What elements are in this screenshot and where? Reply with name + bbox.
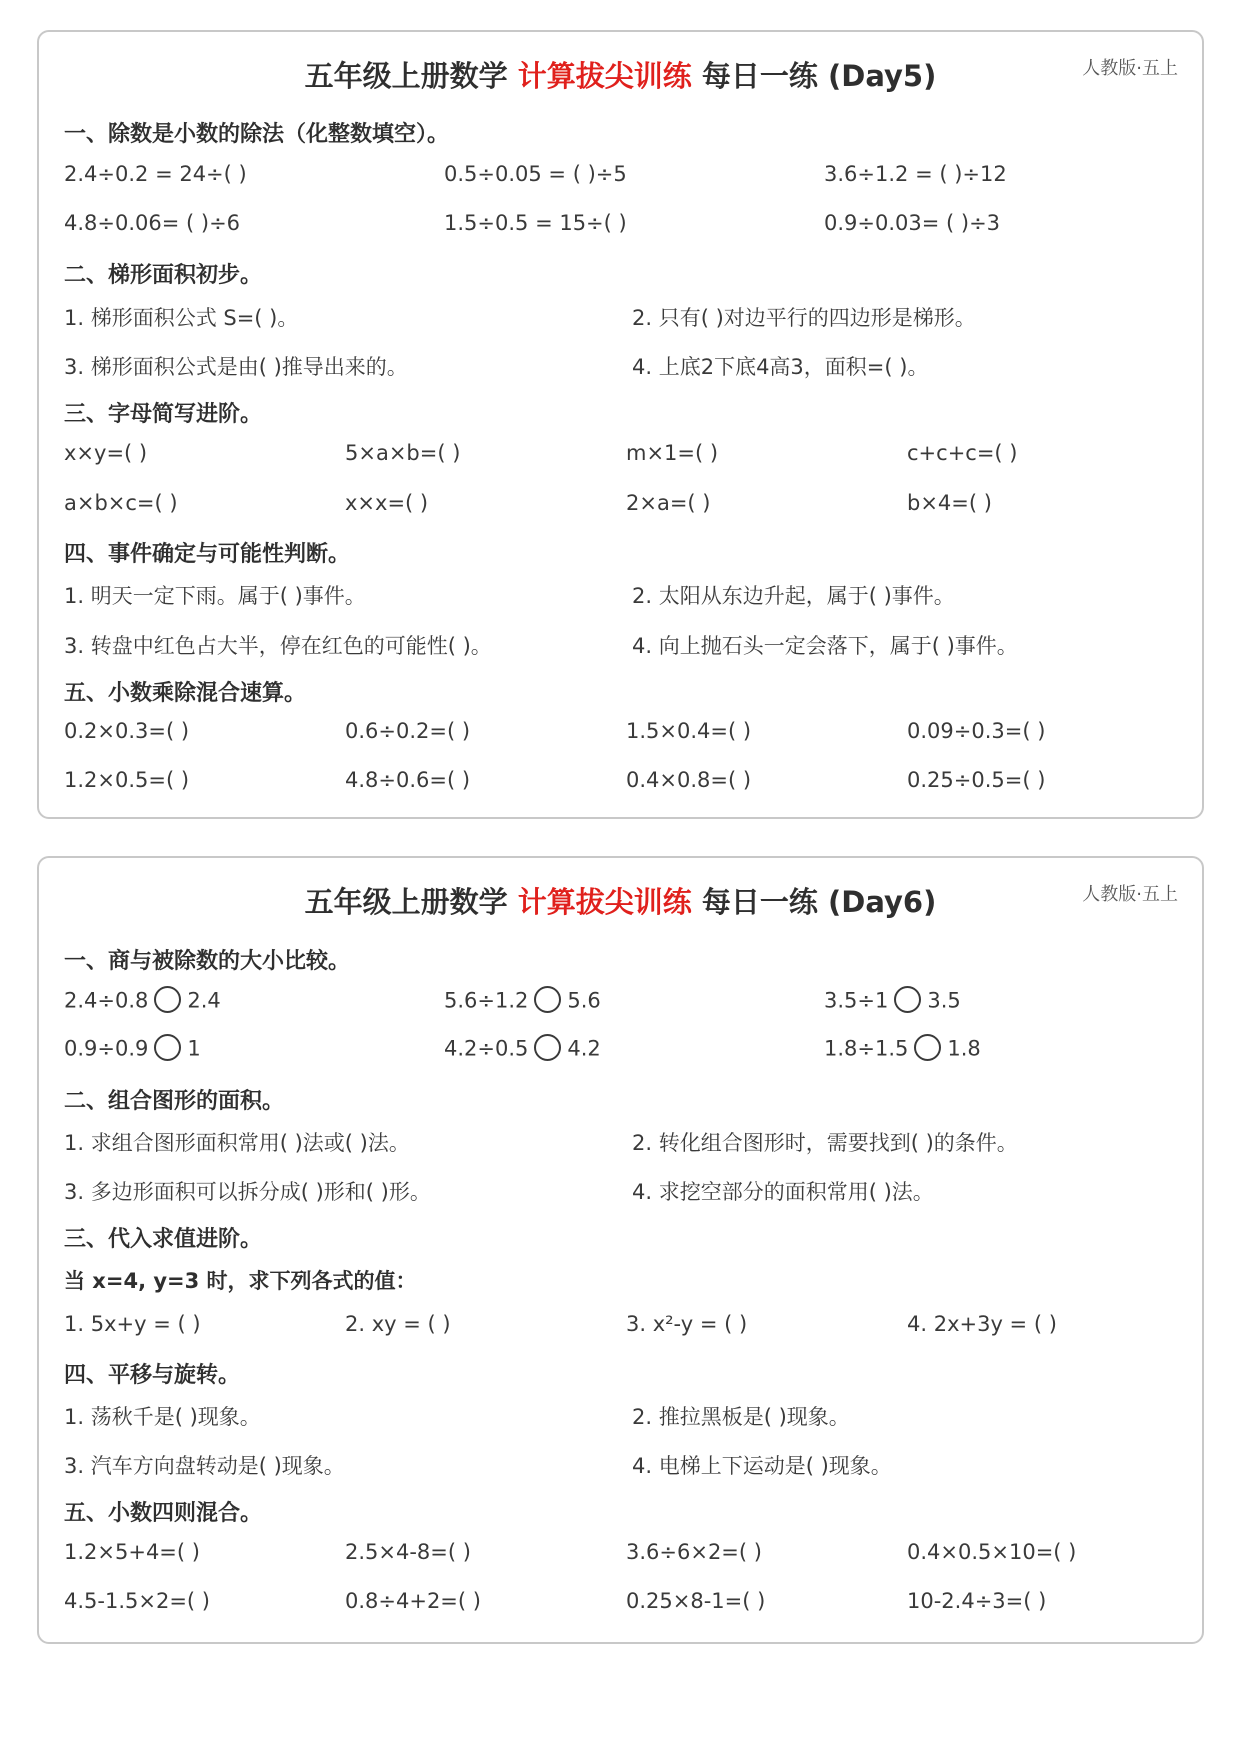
section-heading: 二、梯形面积初步。 [64, 263, 263, 288]
comparison-item [444, 988, 601, 1015]
exercise-item: 10-2.4÷3=( ) [907, 1589, 1047, 1613]
title-prefix: 五年级上册数学 [304, 59, 508, 93]
compare-circle-blank[interactable] [534, 1034, 561, 1061]
section-heading: 三、代入求值进阶。 [64, 1227, 263, 1252]
exercise-item: 2.4÷0.2 = 24÷( ) [64, 162, 247, 186]
comparison-item [64, 1036, 201, 1063]
exercise-item: a×b×c=( ) [64, 491, 178, 515]
exercise-item: 4.8÷0.06= ( )÷6 [64, 211, 241, 235]
exercise-item: 0.5÷0.05 = ( )÷5 [444, 162, 627, 186]
worksheet-card-day5 [37, 30, 1204, 819]
edition-label: 人教版·五上 [1082, 58, 1178, 79]
comparison-right: 2.4 [187, 988, 221, 1013]
exercise-item: 0.6÷0.2=( ) [345, 719, 471, 743]
substitution-note: 当 x=4, y=3 时，求下列各式的值： [64, 1269, 417, 1293]
exercise-item: 1.5÷0.5 = 15÷( ) [444, 211, 627, 235]
exercise-item: 3.6÷1.2 = ( )÷12 [824, 162, 1007, 186]
comparison-left: 3.5÷1 [824, 988, 889, 1013]
comparison-item [444, 1036, 601, 1063]
exercise-item: x×y=( ) [64, 441, 148, 465]
exercise-item: 0.2×0.3=( ) [64, 719, 190, 743]
worksheet-title [39, 880, 1202, 921]
section-heading: 二、组合图形的面积。 [64, 1089, 285, 1114]
exercise-item: 0.25×8-1=( ) [626, 1589, 766, 1613]
exercise-item: 5×a×b=( ) [345, 441, 461, 465]
exercise-item: 3. 转盘中红色占大半，停在红色的可能性( )。 [64, 634, 492, 658]
title-prefix: 五年级上册数学 [304, 885, 508, 919]
section-heading: 四、平移与旋转。 [64, 1363, 241, 1388]
compare-circle-blank[interactable] [914, 1034, 941, 1061]
title-highlight: 计算拔尖训练 [517, 59, 692, 93]
comparison-item [824, 988, 961, 1015]
exercise-item: 4.5-1.5×2=( ) [64, 1589, 210, 1613]
exercise-item: x×x=( ) [345, 491, 429, 515]
worksheet-card-day6 [37, 856, 1204, 1644]
section-heading: 一、商与被除数的大小比较。 [64, 949, 351, 974]
exercise-item: 0.4×0.8=( ) [626, 768, 752, 792]
exercise-item: 3. 多边形面积可以拆分成( )形和( )形。 [64, 1180, 431, 1204]
comparison-left: 0.9÷0.9 [64, 1036, 149, 1061]
comparison-right: 5.6 [567, 988, 601, 1013]
exercise-item: 2×a=( ) [626, 491, 711, 515]
exercise-item: 1. 明天一定下雨。属于( )事件。 [64, 584, 366, 608]
exercise-item: 1.2×0.5=( ) [64, 768, 190, 792]
exercise-item: 4. 向上抛石头一定会落下，属于( )事件。 [632, 634, 1018, 658]
exercise-item: 1.2×5+4=( ) [64, 1540, 200, 1564]
exercise-item: 4. 2x+3y = ( ) [907, 1312, 1057, 1336]
section-heading: 三、字母简写进阶。 [64, 402, 263, 427]
exercise-item: 3. 梯形面积公式是由( )推导出来的。 [64, 355, 408, 379]
exercise-item: 0.25÷0.5=( ) [907, 768, 1046, 792]
exercise-item: 1. 荡秋千是( )现象。 [64, 1405, 261, 1429]
exercise-item: 3.6÷6×2=( ) [626, 1540, 762, 1564]
exercise-item: b×4=( ) [907, 491, 992, 515]
title-highlight: 计算拔尖训练 [517, 885, 692, 919]
comparison-item [64, 988, 221, 1015]
title-suffix: 每日一练 (Day5) [701, 59, 937, 93]
compare-circle-blank[interactable] [534, 986, 561, 1013]
exercise-item: 3. 汽车方向盘转动是( )现象。 [64, 1454, 345, 1478]
section-heading: 五、小数四则混合。 [64, 1501, 263, 1526]
exercise-item: 2. xy = ( ) [345, 1312, 451, 1336]
comparison-left: 2.4÷0.8 [64, 988, 149, 1013]
title-suffix: 每日一练 (Day6) [701, 885, 937, 919]
comparison-right: 1.8 [947, 1036, 981, 1061]
edition-label: 人教版·五上 [1082, 884, 1178, 905]
exercise-item: 0.4×0.5×10=( ) [907, 1540, 1077, 1564]
exercise-item: 4. 求挖空部分的面积常用( )法。 [632, 1180, 934, 1204]
exercise-item: 3. x²-y = ( ) [626, 1312, 748, 1336]
exercise-item: 4. 上底2下底4高3，面积=( )。 [632, 355, 929, 379]
exercise-item: c+c+c=( ) [907, 441, 1018, 465]
comparison-item [824, 1036, 981, 1063]
exercise-item: 2.5×4-8=( ) [345, 1540, 471, 1564]
exercise-item: 0.8÷4+2=( ) [345, 1589, 481, 1613]
comparison-right: 4.2 [567, 1036, 601, 1061]
compare-circle-blank[interactable] [154, 986, 181, 1013]
compare-circle-blank[interactable] [894, 986, 921, 1013]
exercise-item: m×1=( ) [626, 441, 719, 465]
comparison-left: 1.8÷1.5 [824, 1036, 909, 1061]
exercise-item: 0.09÷0.3=( ) [907, 719, 1046, 743]
exercise-item: 4.8÷0.6=( ) [345, 768, 471, 792]
section-heading: 五、小数乘除混合速算。 [64, 681, 307, 706]
comparison-right: 1 [187, 1036, 201, 1061]
exercise-item: 2. 推拉黑板是( )现象。 [632, 1405, 850, 1429]
comparison-right: 3.5 [927, 988, 961, 1013]
comparison-left: 4.2÷0.5 [444, 1036, 529, 1061]
exercise-item: 2. 转化组合图形时，需要找到( )的条件。 [632, 1131, 1018, 1155]
exercise-item: 1.5×0.4=( ) [626, 719, 752, 743]
exercise-item: 0.9÷0.03= ( )÷3 [824, 211, 1001, 235]
compare-circle-blank[interactable] [154, 1034, 181, 1061]
exercise-item: 2. 太阳从东边升起，属于( )事件。 [632, 584, 955, 608]
exercise-item: 2. 只有( )对边平行的四边形是梯形。 [632, 306, 976, 330]
exercise-item: 4. 电梯上下运动是( )现象。 [632, 1454, 892, 1478]
exercise-item: 1. 梯形面积公式 S=( )。 [64, 306, 299, 330]
exercise-item: 1. 5x+y = ( ) [64, 1312, 201, 1336]
comparison-left: 5.6÷1.2 [444, 988, 529, 1013]
worksheet-title [39, 54, 1202, 95]
exercise-item: 1. 求组合图形面积常用( )法或( )法。 [64, 1131, 410, 1155]
section-heading: 四、事件确定与可能性判断。 [64, 542, 351, 567]
section-heading: 一、除数是小数的除法（化整数填空）。 [64, 122, 450, 147]
